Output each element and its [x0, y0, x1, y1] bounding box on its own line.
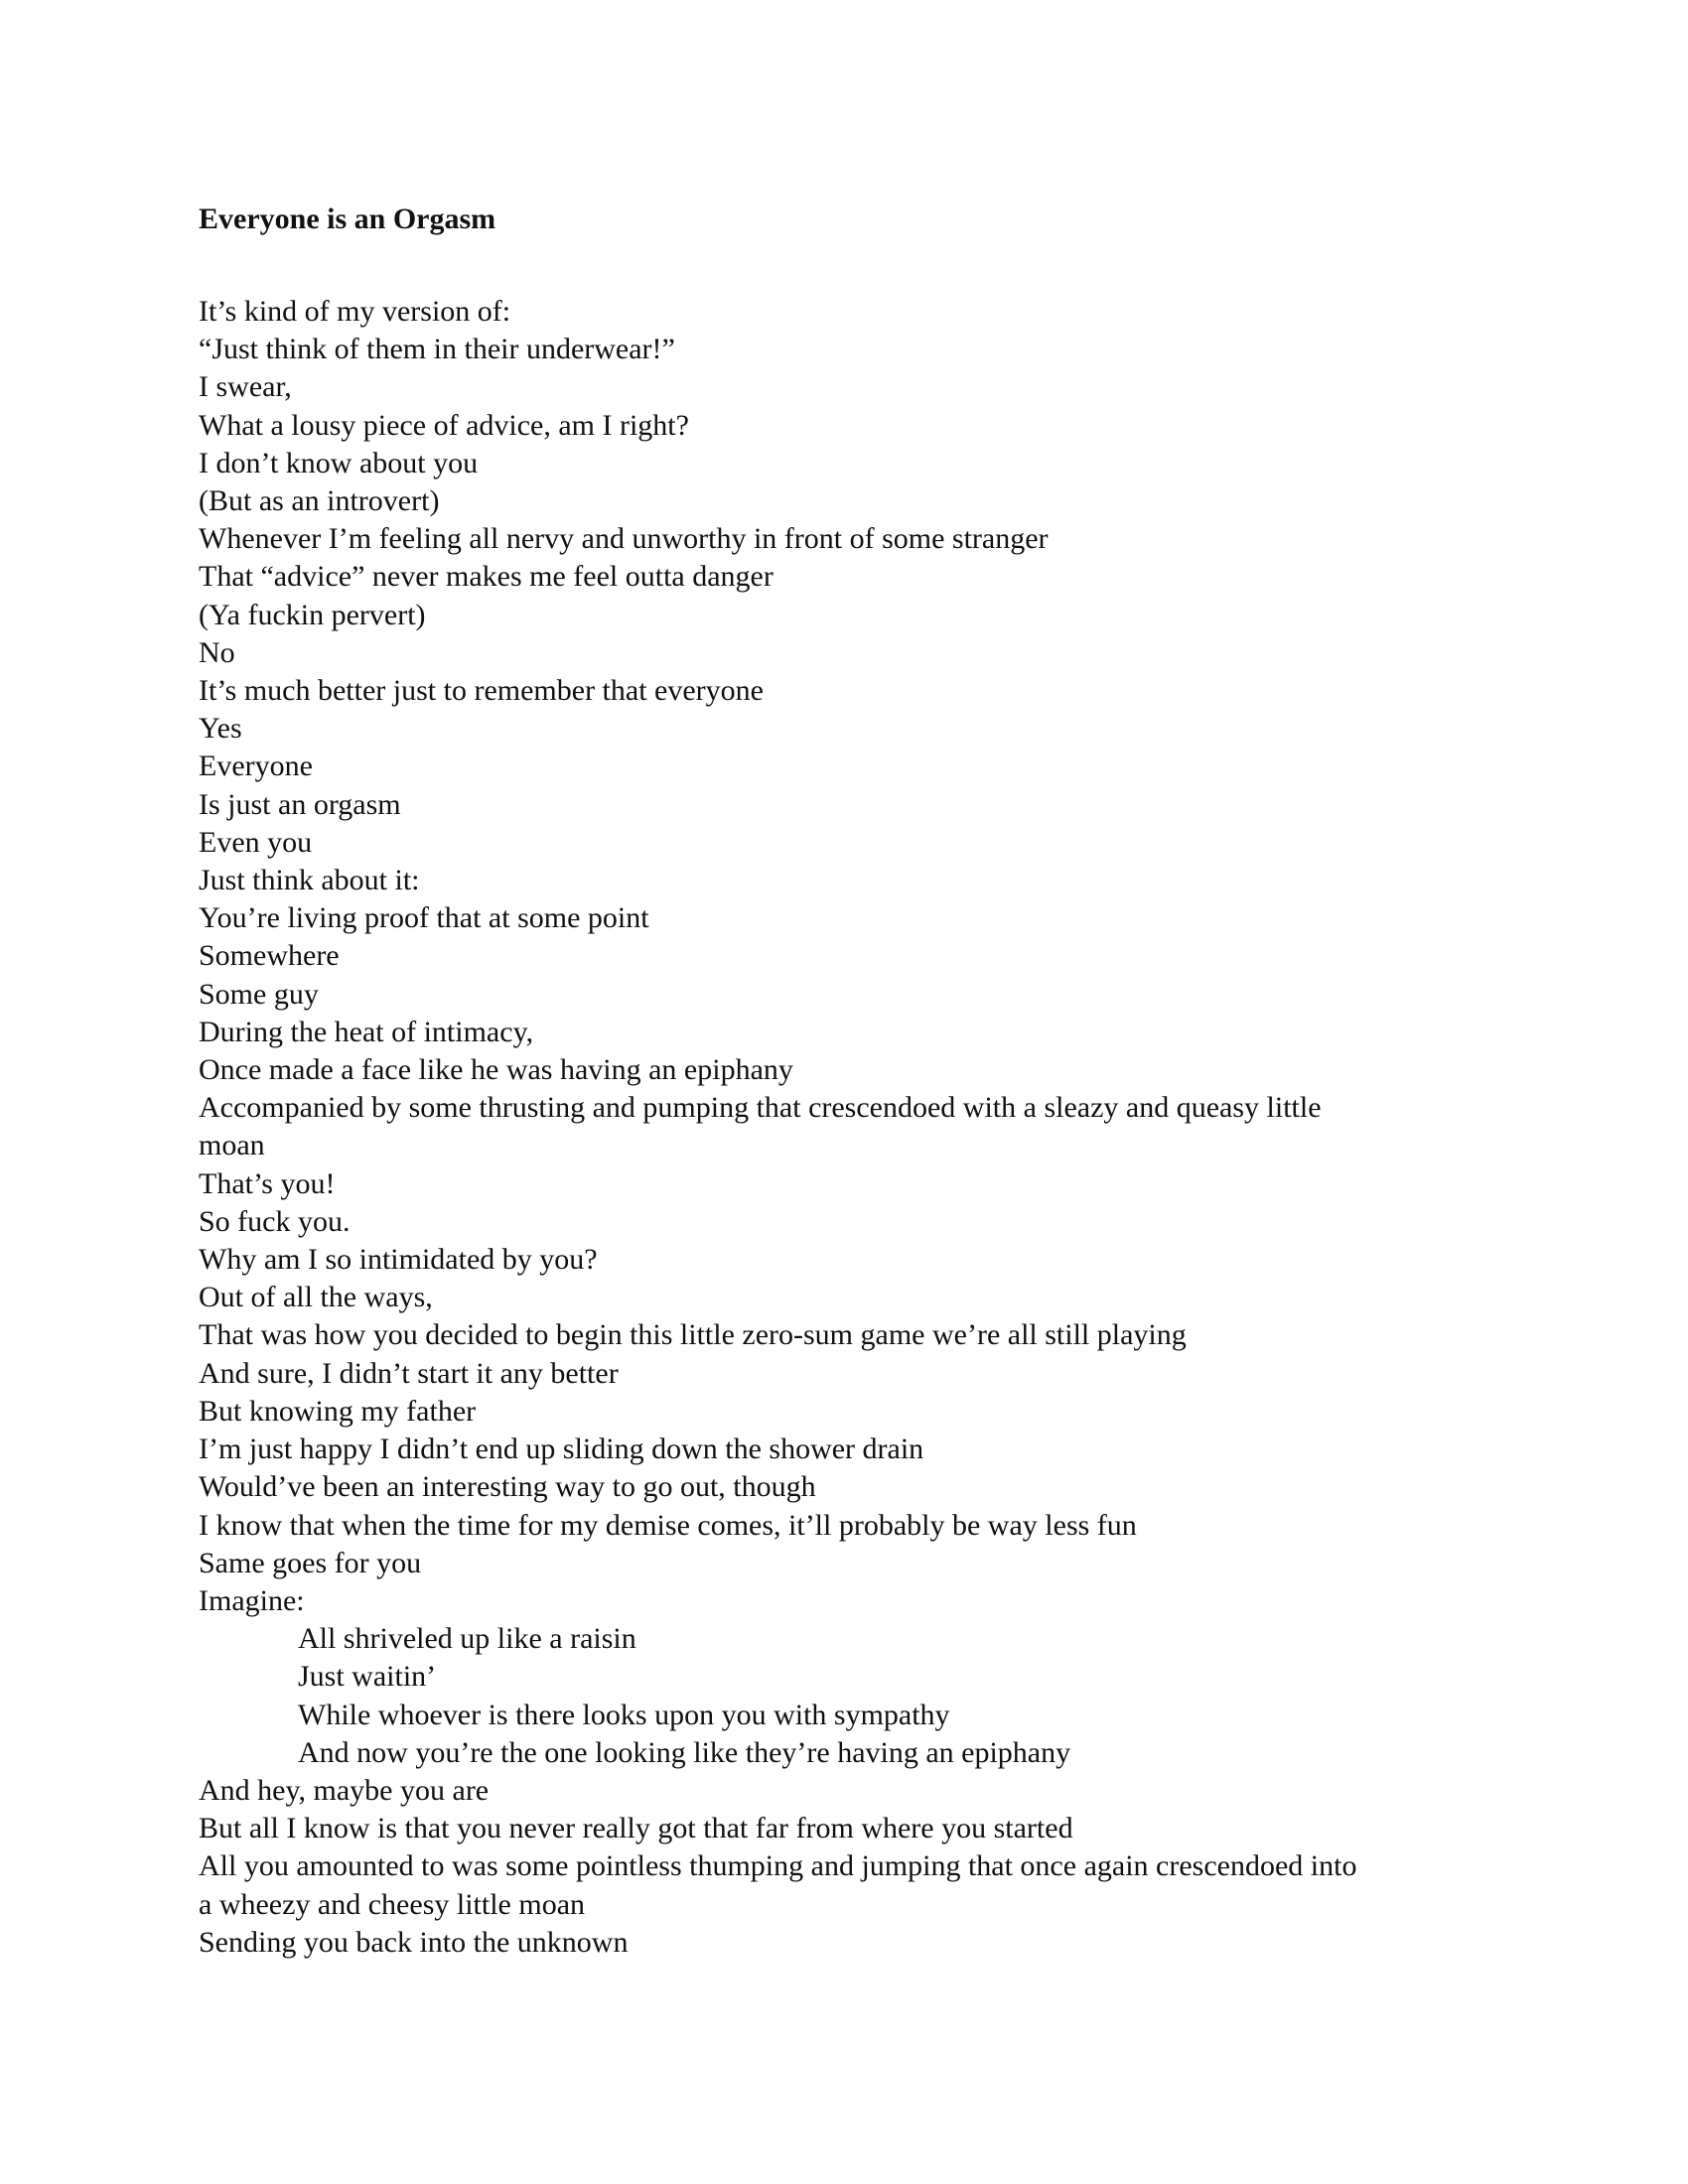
poem-line: During the heat of intimacy,	[199, 1015, 534, 1048]
poem-line: Some guy	[199, 977, 319, 1011]
poem-line: Is just an orgasm	[199, 787, 401, 821]
poem-line: You’re living proof that at some point	[199, 901, 649, 935]
poem-line: What a lousy piece of advice, am I right?	[199, 408, 689, 442]
poem-line: “Just think of them in their underwear!”	[199, 333, 675, 366]
poem-line: Yes	[199, 712, 242, 746]
poem-line: Out of all the ways,	[199, 1281, 433, 1314]
poem-line: I swear,	[199, 370, 292, 404]
poem-line: That was how you decided to begin this little zero-sum game we’re all still playing	[199, 1318, 1187, 1352]
poem-line: moan	[199, 1129, 265, 1162]
poem-title: Everyone is an Orgasm	[199, 203, 496, 235]
poem-line: All you amounted to was some pointless thumping and jumping that once again crescendoed into	[199, 1849, 1357, 1883]
poem-line: But knowing my father	[199, 1394, 477, 1428]
poem-line: I don’t know about you	[199, 446, 479, 479]
poem-line: And sure, I didn’t start it any better	[199, 1356, 619, 1390]
poem-line: That’s you!	[199, 1166, 336, 1200]
poem-line: And hey, maybe you are	[199, 1773, 490, 1807]
poem-line: It’s kind of my version of:	[199, 295, 511, 328]
poem-line: Everyone	[199, 750, 313, 783]
poem-line: Once made a face like he was having an epiphany	[199, 1053, 793, 1087]
poem-line: But all I know is that you never really got that far from where you started	[199, 1812, 1073, 1845]
poem-line: While whoever is there looks upon you with sympathy	[298, 1698, 950, 1731]
poem-line: Whenever I’m feeling all nervy and unworthy in front of some stranger	[199, 522, 1049, 556]
poem-line: (But as an introvert)	[199, 484, 440, 518]
poem-line: It’s much better just to remember that everyone	[199, 674, 764, 708]
poem-line: Would’ve been an interesting way to go out, though	[199, 1470, 816, 1504]
document-body	[199, 202, 1489, 1962]
poem-line: So fuck you.	[199, 1204, 351, 1238]
poem-line: Just think about it:	[199, 864, 420, 897]
poem-line: All shriveled up like a raisin	[298, 1622, 636, 1656]
poem-line: That “advice” never makes me feel outta danger	[199, 560, 774, 594]
poem-line: Accompanied by some thrusting and pumping that crescendoed with a sleazy and queasy little	[199, 1091, 1322, 1125]
poem-line: Sending you back into the unknown	[199, 1925, 629, 1959]
poem-line: No	[199, 635, 235, 669]
poem-line: I know that when the time for my demise comes, it’ll probably be way less fun	[199, 1508, 1137, 1542]
poem-line: Just waitin’	[298, 1660, 437, 1694]
poem-line: Imagine:	[199, 1583, 305, 1617]
poem-line: Even you	[199, 825, 313, 859]
poem-text	[199, 293, 1489, 1962]
poem-line: And now you’re the one looking like they’re having an epiphany	[298, 1735, 1071, 1769]
poem-line: Somewhere	[199, 939, 340, 973]
poem-line: Same goes for you	[199, 1546, 422, 1579]
poem-line: (Ya fuckin pervert)	[199, 598, 426, 631]
poem-line: Why am I so intimidated by you?	[199, 1243, 598, 1277]
poem-line: I’m just happy I didn’t end up sliding down the shower drain	[199, 1433, 924, 1466]
poem-line: a wheezy and cheesy little moan	[199, 1887, 586, 1921]
